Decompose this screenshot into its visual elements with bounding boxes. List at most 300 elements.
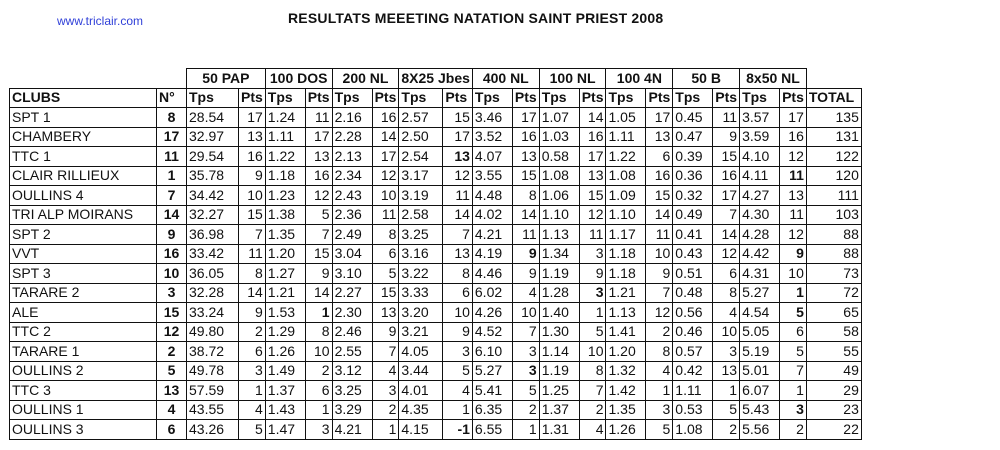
points-cell: 15 — [239, 205, 266, 225]
points-cell: 17 — [780, 108, 807, 128]
time-cell: 5.27 — [472, 361, 512, 381]
event-header: 400 NL — [472, 69, 539, 89]
points-cell: 8 — [646, 342, 673, 362]
time-cell: 1.03 — [539, 127, 579, 147]
tps-header: Tps — [539, 88, 579, 108]
time-cell: 0.39 — [673, 147, 713, 167]
time-cell: 5.01 — [740, 361, 780, 381]
points-cell: 9 — [512, 244, 539, 264]
points-cell: 11 — [305, 108, 332, 128]
points-cell: 11 — [239, 244, 266, 264]
pts-header: Pts — [443, 88, 473, 108]
points-cell: 1 — [443, 400, 473, 420]
time-cell: 0.57 — [673, 342, 713, 362]
points-cell: 10 — [579, 342, 606, 362]
time-cell: 1.17 — [606, 225, 646, 245]
points-cell: 1 — [305, 303, 332, 323]
time-cell: 0.45 — [673, 108, 713, 128]
total-cell: 135 — [806, 108, 861, 128]
points-cell: 17 — [646, 108, 673, 128]
time-cell: 0.56 — [673, 303, 713, 323]
points-cell: 6 — [305, 381, 332, 401]
points-cell: 8 — [713, 283, 740, 303]
points-cell: 6 — [713, 264, 740, 284]
time-cell: 1.08 — [539, 166, 579, 186]
event-header-row — [10, 69, 862, 89]
event-header: 200 NL — [332, 69, 399, 89]
total-cell: 55 — [806, 342, 861, 362]
club-number: 14 — [157, 205, 187, 225]
time-cell: 28.54 — [187, 108, 239, 128]
points-cell: 7 — [443, 225, 473, 245]
time-cell: 4.15 — [399, 420, 443, 440]
points-cell: 3 — [780, 400, 807, 420]
club-number: 9 — [157, 225, 187, 245]
points-cell: 16 — [713, 166, 740, 186]
time-cell: 1.40 — [539, 303, 579, 323]
tps-header: Tps — [673, 88, 713, 108]
points-cell: 7 — [646, 283, 673, 303]
points-cell: 5 — [443, 361, 473, 381]
time-cell: 1.49 — [265, 361, 305, 381]
total-cell: 29 — [806, 381, 861, 401]
time-cell: 1.08 — [673, 420, 713, 440]
time-cell: 5.41 — [472, 381, 512, 401]
points-cell: 3 — [305, 420, 332, 440]
time-cell: 5.19 — [740, 342, 780, 362]
points-cell: 16 — [305, 166, 332, 186]
points-cell: -1 — [443, 420, 473, 440]
total-cell: 103 — [806, 205, 861, 225]
event-header: 100 DOS — [265, 69, 332, 89]
club-number: 5 — [157, 361, 187, 381]
points-cell: 9 — [579, 264, 606, 284]
tps-header: Tps — [399, 88, 443, 108]
points-cell: 9 — [239, 166, 266, 186]
time-cell: 4.01 — [399, 381, 443, 401]
pts-header: Pts — [305, 88, 332, 108]
time-cell: 1.43 — [265, 400, 305, 420]
time-cell: 1.23 — [265, 186, 305, 206]
event-header: 100 NL — [539, 69, 606, 89]
time-cell: 32.28 — [187, 283, 239, 303]
points-cell: 13 — [780, 186, 807, 206]
points-cell: 1 — [512, 420, 539, 440]
points-cell: 14 — [305, 283, 332, 303]
time-cell: 1.05 — [606, 108, 646, 128]
time-cell: 4.52 — [472, 322, 512, 342]
site-url[interactable]: www.triclair.com — [57, 14, 144, 28]
points-cell: 7 — [780, 361, 807, 381]
time-cell: 2.49 — [332, 225, 372, 245]
time-cell: 2.58 — [399, 205, 443, 225]
table-row — [10, 361, 862, 381]
time-cell: 4.27 — [740, 186, 780, 206]
points-cell: 11 — [579, 225, 606, 245]
time-cell: 1.27 — [265, 264, 305, 284]
tps-header: Tps — [265, 88, 305, 108]
points-cell: 6 — [646, 147, 673, 167]
points-cell: 5 — [713, 400, 740, 420]
time-cell: 2.28 — [332, 127, 372, 147]
points-cell: 9 — [239, 303, 266, 323]
page-title: RESULTATS MEEETING NATATION SAINT PRIEST 2008 — [288, 10, 664, 26]
points-cell: 16 — [239, 147, 266, 167]
points-cell: 12 — [372, 166, 399, 186]
time-cell: 3.21 — [399, 322, 443, 342]
points-cell: 12 — [780, 147, 807, 167]
time-cell: 0.43 — [673, 244, 713, 264]
points-cell: 17 — [512, 108, 539, 128]
time-cell: 4.42 — [740, 244, 780, 264]
time-cell: 1.14 — [539, 342, 579, 362]
points-cell: 5 — [305, 205, 332, 225]
time-cell: 5.56 — [740, 420, 780, 440]
points-cell: 2 — [646, 322, 673, 342]
points-cell: 15 — [305, 244, 332, 264]
total-header: TOTAL — [806, 88, 861, 108]
event-header: 50 B — [673, 69, 740, 89]
points-cell: 11 — [780, 166, 807, 186]
points-cell: 10 — [512, 303, 539, 323]
points-cell: 2 — [713, 420, 740, 440]
time-cell: 4.07 — [472, 147, 512, 167]
time-cell: 0.58 — [539, 147, 579, 167]
club-number: 2 — [157, 342, 187, 362]
points-cell: 7 — [239, 225, 266, 245]
points-cell: 3 — [713, 342, 740, 362]
points-cell: 11 — [372, 205, 399, 225]
total-cell: 120 — [806, 166, 861, 186]
pts-header: Pts — [780, 88, 807, 108]
table-row — [10, 342, 862, 362]
time-cell: 6.55 — [472, 420, 512, 440]
club-number: 11 — [157, 147, 187, 167]
points-cell: 11 — [713, 108, 740, 128]
total-cell: 111 — [806, 186, 861, 206]
table-row — [10, 186, 862, 206]
points-cell: 3 — [579, 244, 606, 264]
points-cell: 16 — [372, 108, 399, 128]
results-table — [9, 68, 862, 440]
points-cell: 10 — [372, 186, 399, 206]
points-cell: 1 — [713, 381, 740, 401]
event-header: 8x50 NL — [740, 69, 807, 89]
time-cell: 4.46 — [472, 264, 512, 284]
club-number: 1 — [157, 166, 187, 186]
points-cell: 8 — [305, 322, 332, 342]
club-name: TTC 3 — [10, 381, 157, 401]
points-cell: 13 — [372, 303, 399, 323]
time-cell: 4.10 — [740, 147, 780, 167]
time-cell: 1.34 — [539, 244, 579, 264]
total-cell: 58 — [806, 322, 861, 342]
time-cell: 1.18 — [606, 244, 646, 264]
table-row — [10, 264, 862, 284]
points-cell: 4 — [579, 420, 606, 440]
points-cell: 1 — [239, 381, 266, 401]
time-cell: 1.06 — [539, 186, 579, 206]
time-cell: 3.29 — [332, 400, 372, 420]
time-cell: 4.05 — [399, 342, 443, 362]
points-cell: 14 — [713, 225, 740, 245]
time-cell: 1.22 — [265, 147, 305, 167]
time-cell: 0.32 — [673, 186, 713, 206]
time-cell: 2.34 — [332, 166, 372, 186]
column-header-row — [10, 88, 862, 108]
club-number: 15 — [157, 303, 187, 323]
time-cell: 49.78 — [187, 361, 239, 381]
table-row — [10, 166, 862, 186]
points-cell: 12 — [646, 303, 673, 323]
club-number: 16 — [157, 244, 187, 264]
time-cell: 0.47 — [673, 127, 713, 147]
total-cell: 49 — [806, 361, 861, 381]
time-cell: 1.53 — [265, 303, 305, 323]
pts-header: Pts — [713, 88, 740, 108]
points-cell: 15 — [713, 147, 740, 167]
club-number: 12 — [157, 322, 187, 342]
club-name: TARARE 2 — [10, 283, 157, 303]
points-cell: 12 — [579, 205, 606, 225]
club-number: 3 — [157, 283, 187, 303]
time-cell: 34.42 — [187, 186, 239, 206]
points-cell: 14 — [512, 205, 539, 225]
time-cell: 32.27 — [187, 205, 239, 225]
club-name: SPT 3 — [10, 264, 157, 284]
points-cell: 6 — [443, 283, 473, 303]
points-cell: 1 — [646, 381, 673, 401]
points-cell: 14 — [443, 205, 473, 225]
table-row — [10, 205, 862, 225]
points-cell: 5 — [646, 420, 673, 440]
points-cell: 1 — [780, 283, 807, 303]
pts-header: Pts — [239, 88, 266, 108]
time-cell: 38.72 — [187, 342, 239, 362]
points-cell: 5 — [780, 342, 807, 362]
table-row — [10, 400, 862, 420]
time-cell: 3.19 — [399, 186, 443, 206]
club-name: TRI ALP MOIRANS — [10, 205, 157, 225]
points-cell: 5 — [372, 264, 399, 284]
points-cell: 9 — [305, 264, 332, 284]
time-cell: 0.41 — [673, 225, 713, 245]
time-cell: 2.46 — [332, 322, 372, 342]
time-cell: 1.22 — [606, 147, 646, 167]
points-cell: 5 — [239, 420, 266, 440]
total-cell: 73 — [806, 264, 861, 284]
points-cell: 4 — [372, 361, 399, 381]
time-cell: 6.07 — [740, 381, 780, 401]
points-cell: 10 — [713, 322, 740, 342]
points-cell: 7 — [512, 322, 539, 342]
club-number: 6 — [157, 420, 187, 440]
points-cell: 10 — [443, 303, 473, 323]
points-cell: 14 — [579, 108, 606, 128]
time-cell: 6.35 — [472, 400, 512, 420]
time-cell: 0.36 — [673, 166, 713, 186]
club-number: 10 — [157, 264, 187, 284]
time-cell: 1.21 — [265, 283, 305, 303]
points-cell: 10 — [646, 244, 673, 264]
points-cell: 13 — [443, 147, 473, 167]
time-cell: 3.59 — [740, 127, 780, 147]
time-cell: 1.37 — [265, 381, 305, 401]
points-cell: 9 — [372, 322, 399, 342]
time-cell: 4.11 — [740, 166, 780, 186]
points-cell: 17 — [443, 127, 473, 147]
time-cell: 4.31 — [740, 264, 780, 284]
points-cell: 3 — [646, 400, 673, 420]
total-cell: 131 — [806, 127, 861, 147]
points-cell: 2 — [780, 420, 807, 440]
points-cell: 1 — [372, 420, 399, 440]
total-cell: 65 — [806, 303, 861, 323]
points-cell: 2 — [579, 400, 606, 420]
club-number: 4 — [157, 400, 187, 420]
club-name: SPT 2 — [10, 225, 157, 245]
points-cell: 13 — [646, 127, 673, 147]
club-name: OULLINS 1 — [10, 400, 157, 420]
time-cell: 1.08 — [606, 166, 646, 186]
clubs-header: CLUBS — [10, 88, 157, 108]
pts-header: Pts — [372, 88, 399, 108]
header-blank-cell — [10, 69, 187, 89]
club-name: OULLINS 3 — [10, 420, 157, 440]
club-name: TTC 1 — [10, 147, 157, 167]
points-cell: 15 — [579, 186, 606, 206]
club-name: CHAMBERY — [10, 127, 157, 147]
time-cell: 2.50 — [399, 127, 443, 147]
points-cell: 16 — [512, 127, 539, 147]
table-row — [10, 147, 862, 167]
time-cell: 4.28 — [740, 225, 780, 245]
points-cell: 2 — [305, 361, 332, 381]
time-cell: 3.25 — [332, 381, 372, 401]
total-cell: 88 — [806, 225, 861, 245]
time-cell: 2.13 — [332, 147, 372, 167]
points-cell: 6 — [372, 244, 399, 264]
points-cell: 13 — [443, 244, 473, 264]
club-number: 13 — [157, 381, 187, 401]
time-cell: 2.16 — [332, 108, 372, 128]
points-cell: 12 — [780, 225, 807, 245]
points-cell: 3 — [443, 342, 473, 362]
time-cell: 1.11 — [606, 127, 646, 147]
points-cell: 16 — [579, 127, 606, 147]
time-cell: 3.25 — [399, 225, 443, 245]
time-cell: 3.20 — [399, 303, 443, 323]
points-cell: 14 — [372, 127, 399, 147]
event-header: 50 PAP — [187, 69, 266, 89]
time-cell: 4.35 — [399, 400, 443, 420]
points-cell: 17 — [239, 108, 266, 128]
points-cell: 10 — [780, 264, 807, 284]
points-cell: 7 — [713, 205, 740, 225]
time-cell: 57.59 — [187, 381, 239, 401]
time-cell: 29.54 — [187, 147, 239, 167]
total-cell: 22 — [806, 420, 861, 440]
points-cell: 14 — [646, 205, 673, 225]
points-cell: 7 — [305, 225, 332, 245]
points-cell: 3 — [579, 283, 606, 303]
number-header: N° — [157, 88, 187, 108]
points-cell: 1 — [305, 400, 332, 420]
time-cell: 1.41 — [606, 322, 646, 342]
points-cell: 4 — [646, 361, 673, 381]
points-cell: 8 — [579, 361, 606, 381]
points-cell: 8 — [443, 264, 473, 284]
club-number: 8 — [157, 108, 187, 128]
points-cell: 12 — [305, 186, 332, 206]
time-cell: 1.10 — [606, 205, 646, 225]
time-cell: 2.57 — [399, 108, 443, 128]
club-number: 7 — [157, 186, 187, 206]
time-cell: 33.24 — [187, 303, 239, 323]
time-cell: 3.55 — [472, 166, 512, 186]
table-row — [10, 420, 862, 440]
time-cell: 4.30 — [740, 205, 780, 225]
points-cell: 1 — [780, 381, 807, 401]
points-cell: 7 — [579, 381, 606, 401]
points-cell: 5 — [512, 381, 539, 401]
club-name: CLAIR RILLIEUX — [10, 166, 157, 186]
time-cell: 1.35 — [606, 400, 646, 420]
time-cell: 2.30 — [332, 303, 372, 323]
time-cell: 2.54 — [399, 147, 443, 167]
points-cell: 6 — [780, 322, 807, 342]
time-cell: 1.20 — [606, 342, 646, 362]
club-name: VVT — [10, 244, 157, 264]
points-cell: 7 — [372, 342, 399, 362]
time-cell: 1.18 — [606, 264, 646, 284]
points-cell: 12 — [713, 244, 740, 264]
time-cell: 4.26 — [472, 303, 512, 323]
points-cell: 13 — [713, 361, 740, 381]
table-row — [10, 283, 862, 303]
time-cell: 1.13 — [539, 225, 579, 245]
time-cell: 0.49 — [673, 205, 713, 225]
pts-header: Pts — [512, 88, 539, 108]
points-cell: 11 — [443, 186, 473, 206]
time-cell: 3.33 — [399, 283, 443, 303]
club-name: SPT 1 — [10, 108, 157, 128]
points-cell: 3 — [239, 361, 266, 381]
time-cell: 1.19 — [539, 264, 579, 284]
time-cell: 1.09 — [606, 186, 646, 206]
tps-header: Tps — [740, 88, 780, 108]
points-cell: 16 — [646, 166, 673, 186]
points-cell: 9 — [646, 264, 673, 284]
points-cell: 15 — [512, 166, 539, 186]
pts-header: Pts — [579, 88, 606, 108]
club-name: ALE — [10, 303, 157, 323]
time-cell: 36.98 — [187, 225, 239, 245]
time-cell: 1.32 — [606, 361, 646, 381]
time-cell: 5.43 — [740, 400, 780, 420]
points-cell: 9 — [443, 322, 473, 342]
points-cell: 16 — [780, 127, 807, 147]
time-cell: 4.48 — [472, 186, 512, 206]
time-cell: 1.07 — [539, 108, 579, 128]
points-cell: 11 — [646, 225, 673, 245]
time-cell: 1.11 — [265, 127, 305, 147]
club-name: TTC 2 — [10, 322, 157, 342]
points-cell: 2 — [512, 400, 539, 420]
points-cell: 8 — [372, 225, 399, 245]
time-cell: 3.46 — [472, 108, 512, 128]
time-cell: 4.21 — [472, 225, 512, 245]
